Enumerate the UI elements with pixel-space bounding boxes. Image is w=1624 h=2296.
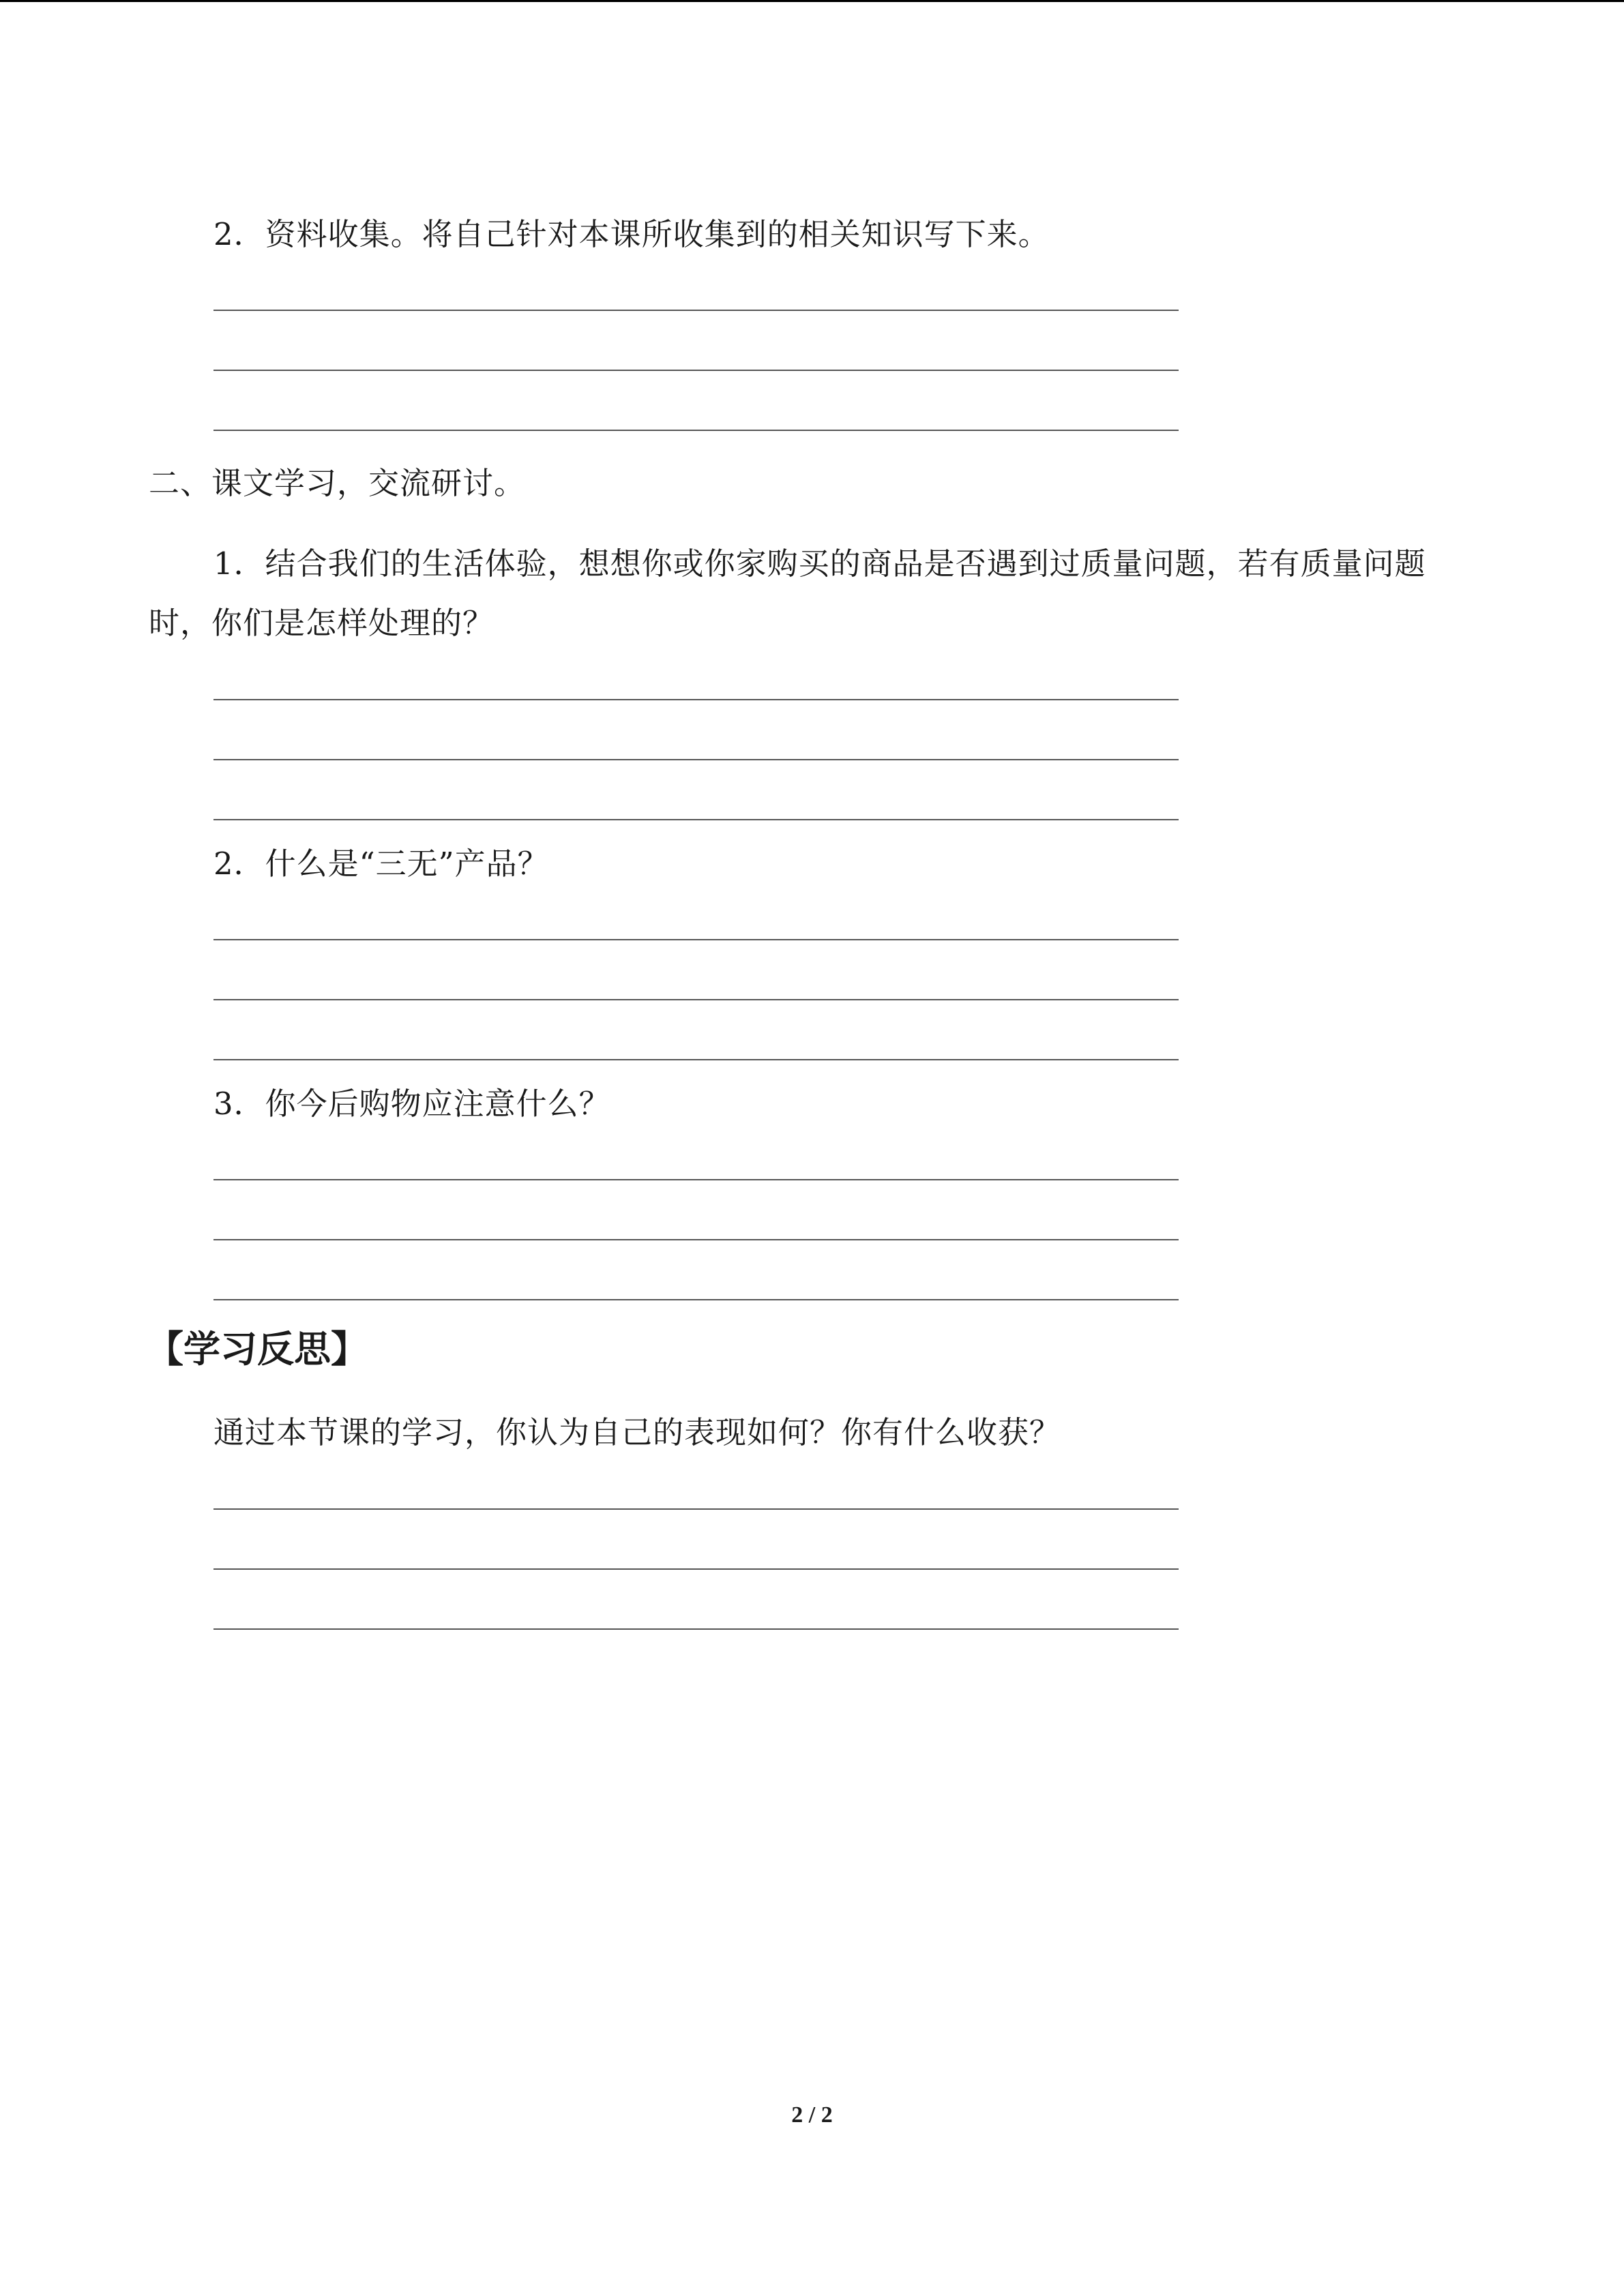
question-shopping-attention: 3．你今后购物应注意什么？ bbox=[213, 1086, 610, 1122]
answer-line bbox=[213, 1059, 1179, 1060]
question-quality-problem-line1: 1．结合我们的生活体验，想想你或你家购买的商品是否遇到过质量问题，若有质量问题 bbox=[213, 546, 1426, 582]
question-resource-collection: 2．资料收集。将自己针对本课所收集到的相关知识写下来。 bbox=[213, 216, 1050, 252]
top-border bbox=[0, 0, 1624, 2]
answer-line bbox=[213, 370, 1179, 371]
answer-line bbox=[213, 999, 1179, 1000]
answer-line bbox=[213, 1568, 1179, 1570]
answer-line bbox=[213, 699, 1179, 700]
answer-line bbox=[213, 1508, 1179, 1510]
answer-line bbox=[213, 1628, 1179, 1630]
answer-line bbox=[213, 310, 1179, 311]
reflection-heading: 【学习反思】 bbox=[147, 1328, 368, 1371]
question-quality-problem-line2: 时，你们是怎样处理的？ bbox=[149, 605, 494, 641]
answer-line bbox=[213, 939, 1179, 940]
answer-line bbox=[213, 430, 1179, 431]
answer-line bbox=[213, 759, 1179, 760]
question-three-no-products: 2．什么是“三无”产品？ bbox=[213, 846, 549, 882]
answer-line bbox=[213, 1179, 1179, 1180]
reflection-prompt: 通过本节课的学习，你认为自己的表现如何？你有什么收获？ bbox=[213, 1414, 1061, 1450]
answer-line bbox=[213, 1239, 1179, 1240]
section-title: 二、课文学习，交流研讨。 bbox=[149, 465, 526, 501]
page-number: 2 / 2 bbox=[791, 2102, 833, 2128]
answer-line bbox=[213, 819, 1179, 820]
answer-line bbox=[213, 1299, 1179, 1300]
